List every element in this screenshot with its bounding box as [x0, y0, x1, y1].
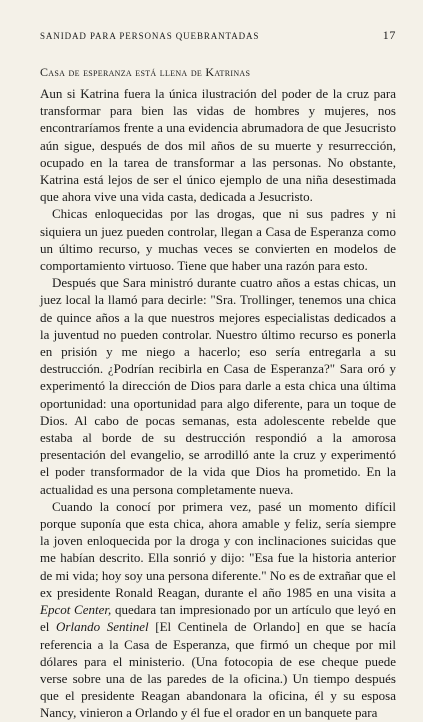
orlando-sentinel-italic: Orlando Sentinel [56, 619, 149, 635]
paragraph-1: Aun si Katrina fuera la única ilustración del poder de la cruz para transformar para bien las vidas de hombres y mujeres, nos encontraríamos frente a una evidencia abrumadora de que Jesucristo aún sigue, después de dos mil años de su muerte y resurrección, ocupado en la tarea de transformar a las personas. No obstante, Katrina está lejos de ser el único ejemplo de una niña desestimada que ahora vive una vida casta, dedicada a Jesucristo. [40, 86, 396, 205]
running-head [40, 28, 396, 43]
epcot-center-italic: Epcot Center, [40, 602, 112, 618]
page-number: 17 [382, 28, 396, 42]
running-title: SANIDAD PARA PERSONAS QUEBRANTADAS [40, 31, 260, 41]
body-text [40, 85, 396, 722]
paragraph-4 [40, 498, 396, 722]
paragraph-2: Chicas enloquecidas por las drogas, que ni sus padres y ni siquiera un juez pueden controlar, llegan a Casa de Esperanza como un último recurso, y muchas veces se convierten en modelos de comportamiento virtuoso. Tiene que haber una razón para esto. [40, 206, 396, 274]
paragraph-4-text-c: [El Centinela de Orlando] en que se hacía referencia a la Casa de Esperanza, que firmó un cheque por mil dólares para el ministerio. (Una fotocopia de ese cheque puede verse sobre una de las paredes de la oficina.) Un tiempo después que el presidente Reagan abandonara la oficina, él y su esposa Nancy, vinieron a Orlando y él fue el orador en un banquete para [40, 619, 396, 721]
section-title: Casa de esperanza está llena de Katrinas [40, 65, 251, 79]
paragraph-4-text-b: quedara tan impresionado por un artículo que leyó en el [40, 602, 397, 635]
paragraph-4-text-a: Cuando la conocí por primera vez, pasé un momento difícil porque suponía que esta chica, ahora amable y feliz, sería siempre la joven enloquecida por la droga y con inclinaciones suicidas que me habían descrito. Ella sonrió y dijo: "Esa fue la historia anterior de mi vida; hoy soy una persona diferente." No es de extrañar que el ex presidente Ronald Reagan, durante el año 1985 en una visita a [40, 498, 396, 600]
paragraph-3: Después que Sara ministró durante cuatro años a estas chicas, un juez local la llamó para decirle: "Sra. Trollinger, tenemos una chica de quince años a la que nuestros mejores especialistas dedicados a la juventud no pueden controlar. Nuestro último recurso es ponerla en prisión y me niego a hacerlo; eso sería entregarla a su destrucción. ¿Podrían recibirla en Casa de Esperanza?" Sara oró y experimentó la dirección de Dios para darle a esta chica una última oportunidad: una oportunidad para algo diferente, para un toque de Dios. Al cabo de pocas semanas, esta adolescente rebelde que estaba al borde de su destrucción respondió a la amorosa presentación del evangelio, se arrodilló ante la cruz y experimentó el poder transformador de la vida que Dios ha prometido. En la actualidad es una persona completamente nueva. [40, 275, 396, 497]
